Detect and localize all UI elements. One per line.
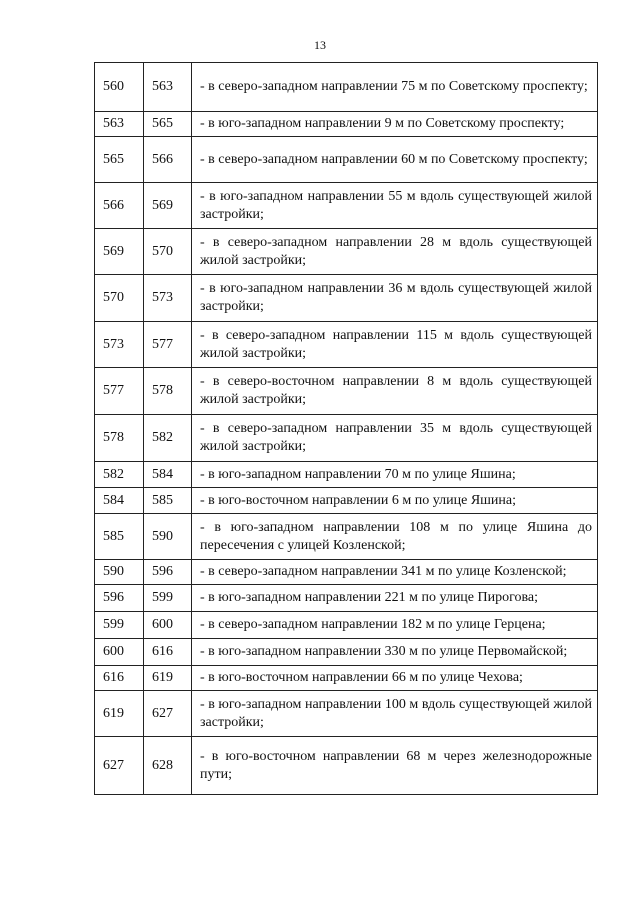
point-to: 573: [144, 275, 192, 322]
point-to: 582: [144, 415, 192, 462]
table-row: [95, 183, 598, 229]
point-to: 565: [144, 112, 192, 137]
table-row: [95, 368, 598, 415]
table-row: [95, 560, 598, 585]
point-from: 577: [95, 368, 144, 415]
segment-description: - в юго-западном направлении 108 м по улице Яшина до пересечения с улицей Козленской;: [192, 514, 598, 560]
table-row: [95, 462, 598, 488]
point-to: 616: [144, 639, 192, 666]
segment-description: - в юго-западном направлении 36 м вдоль существующей жилой застройки;: [192, 275, 598, 322]
page-number: 13: [314, 38, 326, 52]
point-to: 596: [144, 560, 192, 585]
point-to: 628: [144, 737, 192, 795]
table-row: [95, 639, 598, 666]
point-from: 569: [95, 229, 144, 275]
segment-description: - в северо-восточном направлении 8 м вдоль существующей жилой застройки;: [192, 368, 598, 415]
point-from: 578: [95, 415, 144, 462]
point-to: 577: [144, 322, 192, 368]
segment-description: - в северо-западном направлении 341 м по улице Козленской;: [192, 560, 598, 585]
point-from: 585: [95, 514, 144, 560]
point-from: 619: [95, 691, 144, 737]
table-row: [95, 691, 598, 737]
point-from: 566: [95, 183, 144, 229]
table-row: [95, 322, 598, 368]
table-row: [95, 514, 598, 560]
segment-description: - в юго-восточном направлении 6 м по улице Яшина;: [192, 488, 598, 514]
point-from: 570: [95, 275, 144, 322]
point-to: 569: [144, 183, 192, 229]
point-from: 573: [95, 322, 144, 368]
point-from: 563: [95, 112, 144, 137]
point-to: 627: [144, 691, 192, 737]
point-to: 584: [144, 462, 192, 488]
point-from: 596: [95, 585, 144, 612]
segment-description: - в юго-западном направлении 330 м по улице Первомайской;: [192, 639, 598, 666]
table-row: [95, 112, 598, 137]
table-row: [95, 63, 598, 112]
table-row: [95, 585, 598, 612]
point-to: 566: [144, 137, 192, 183]
segment-description: - в юго-западном направлении 9 м по Советскому проспекту;: [192, 112, 598, 137]
segment-description: - в юго-западном направлении 55 м вдоль существующей жилой застройки;: [192, 183, 598, 229]
segment-description: - в северо-западном направлении 60 м по Советскому проспекту;: [192, 137, 598, 183]
point-from: 599: [95, 612, 144, 639]
segment-description: - в юго-западном направлении 100 м вдоль существующей жилой застройки;: [192, 691, 598, 737]
point-from: 565: [95, 137, 144, 183]
boundary-table: [94, 62, 598, 795]
boundary-table-body: [95, 63, 598, 795]
segment-description: - в северо-западном направлении 28 м вдоль существующей жилой застройки;: [192, 229, 598, 275]
segment-description: - в юго-западном направлении 70 м по улице Яшина;: [192, 462, 598, 488]
table-row: [95, 737, 598, 795]
point-from: 590: [95, 560, 144, 585]
point-to: 599: [144, 585, 192, 612]
point-to: 619: [144, 666, 192, 691]
point-from: 616: [95, 666, 144, 691]
point-to: 578: [144, 368, 192, 415]
segment-description: - в северо-западном направлении 75 м по Советскому проспекту;: [192, 63, 598, 112]
point-to: 600: [144, 612, 192, 639]
table-row: [95, 666, 598, 691]
point-to: 570: [144, 229, 192, 275]
segment-description: - в северо-западном направлении 35 м вдоль существующей жилой застройки;: [192, 415, 598, 462]
segment-description: - в северо-западном направлении 182 м по улице Герцена;: [192, 612, 598, 639]
point-to: 585: [144, 488, 192, 514]
segment-description: - в юго-восточном направлении 66 м по улице Чехова;: [192, 666, 598, 691]
table-row: [95, 612, 598, 639]
point-from: 584: [95, 488, 144, 514]
segment-description: - в северо-западном направлении 115 м вдоль существующей жилой застройки;: [192, 322, 598, 368]
segment-description: - в юго-западном направлении 221 м по улице Пирогова;: [192, 585, 598, 612]
table-row: [95, 488, 598, 514]
point-from: 560: [95, 63, 144, 112]
point-from: 600: [95, 639, 144, 666]
point-to: 563: [144, 63, 192, 112]
table-row: [95, 275, 598, 322]
table-row: [95, 415, 598, 462]
point-from: 582: [95, 462, 144, 488]
point-from: 627: [95, 737, 144, 795]
segment-description: - в юго-восточном направлении 68 м через железнодорожные пути;: [192, 737, 598, 795]
table-row: [95, 137, 598, 183]
table-row: [95, 229, 598, 275]
point-to: 590: [144, 514, 192, 560]
